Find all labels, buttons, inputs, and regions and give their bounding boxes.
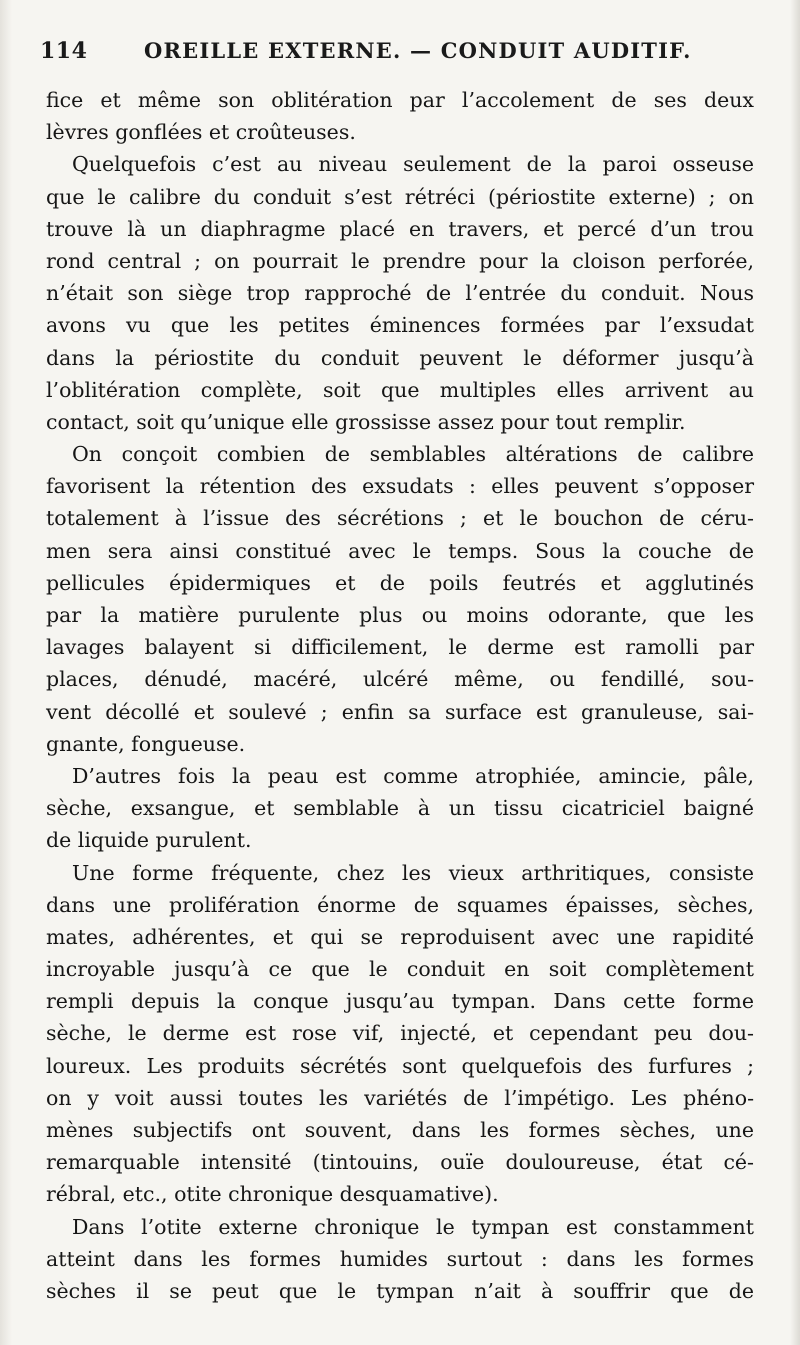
text-line: sèches il se peut que le tympan n’ait à souffrir que de <box>46 1278 754 1303</box>
page-header <box>40 38 760 72</box>
text-line: men sera ainsi constitué avec le temps. Sous la couche de <box>46 538 754 563</box>
paragraph-start-line: Une forme fréquente, chez les vieux arthritiques, consiste <box>72 860 754 885</box>
text-line: sèche, le derme est rose vif, injecté, et cependant peu dou- <box>46 1021 754 1046</box>
text-line: totalement à l’issue des sécrétions ; et le bouchon de céru- <box>46 506 754 531</box>
text-line: contact, soit qu’unique elle grossisse assez pour tout remplir. <box>46 409 686 434</box>
text-line: pellicules épidermiques et de poils feutrés et agglutinés <box>46 570 754 595</box>
text-line: trouve là un diaphragme placé en travers, et percé d’un trou <box>46 216 754 241</box>
text-line: incroyable jusqu’à ce que le conduit en soit complètement <box>46 957 754 982</box>
text-line: avons vu que les petites éminences formées par l’exsudat <box>46 313 754 338</box>
text-line: gnante, fongueuse. <box>46 731 246 756</box>
text-line: remarquable intensité (tintouins, ouïe douloureuse, état cé- <box>46 1150 754 1175</box>
text-line: rempli depuis la conque jusqu’au tympan. Dans cette forme <box>46 989 754 1014</box>
text-line: de liquide purulent. <box>46 828 252 853</box>
text-line: vent décollé et soulevé ; enfin sa surface est granuleuse, sai- <box>46 699 754 724</box>
paragraph-start-line: Quelquefois c’est au niveau seulement de la paroi osseuse <box>72 152 754 177</box>
text-line: fice et même son oblitération par l’accolement de ses deux <box>46 88 754 112</box>
text-line: rond central ; on pourrait le prendre pour la cloison perforée, <box>46 248 754 273</box>
text-line: lèvres gonflées et croûteuses. <box>46 120 356 145</box>
page-number: 114 <box>40 38 88 64</box>
text-line: places, dénudé, macéré, ulcéré même, ou fendillé, sou- <box>46 667 754 692</box>
body-text <box>46 84 754 1307</box>
text-line: loureux. Les produits sécrétés sont quelquefois des furfures ; <box>46 1053 754 1078</box>
text-line: par la matière purulente plus ou moins odorante, que les <box>46 603 754 627</box>
text-line: lavages balayent si difficilement, le derme est ramolli par <box>46 635 754 660</box>
text-line: atteint dans les formes humides surtout : dans les formes <box>46 1246 754 1271</box>
page-edge-left <box>0 0 12 1345</box>
paragraph-start-line: D’autres fois la peau est comme atrophiée, amincie, pâle, <box>72 763 754 788</box>
page-edge-right <box>790 0 800 1345</box>
text-line: sèche, exsangue, et semblable à un tissu cicatriciel baigné <box>46 796 754 821</box>
text-line: mates, adhérentes, et qui se reproduisent avec une rapidité <box>46 924 754 949</box>
text-line: n’était son siège trop rapproché de l’entrée du conduit. Nous <box>46 281 754 306</box>
text-line: l’oblitération complète, soit que multiples elles arrivent au <box>46 377 754 402</box>
text-line: mènes subjectifs ont souvent, dans les formes sèches, une <box>46 1118 754 1142</box>
paragraph-start-line: Dans l’otite externe chronique le tympan est constamment <box>72 1214 754 1239</box>
text-line: rébral, etc., otite chronique desquamative). <box>46 1182 499 1207</box>
text-line: que le calibre du conduit s’est rétréci (périostite externe) ; on <box>46 184 754 209</box>
text-line: dans une prolifération énorme de squames épaisses, sèches, <box>46 892 754 917</box>
text-line: on y voit aussi toutes les variétés de l’impétigo. Les phéno- <box>46 1085 754 1110</box>
text-line: dans la périostite du conduit peuvent le déformer jusqu’à <box>46 345 754 370</box>
text-line: favorisent la rétention des exsudats : elles peuvent s’opposer <box>46 474 754 499</box>
paragraph-start-line: On conçoit combien de semblables altérations de calibre <box>72 442 754 467</box>
running-title: OREILLE EXTERNE. — CONDUIT AUDITIF. <box>144 38 692 63</box>
